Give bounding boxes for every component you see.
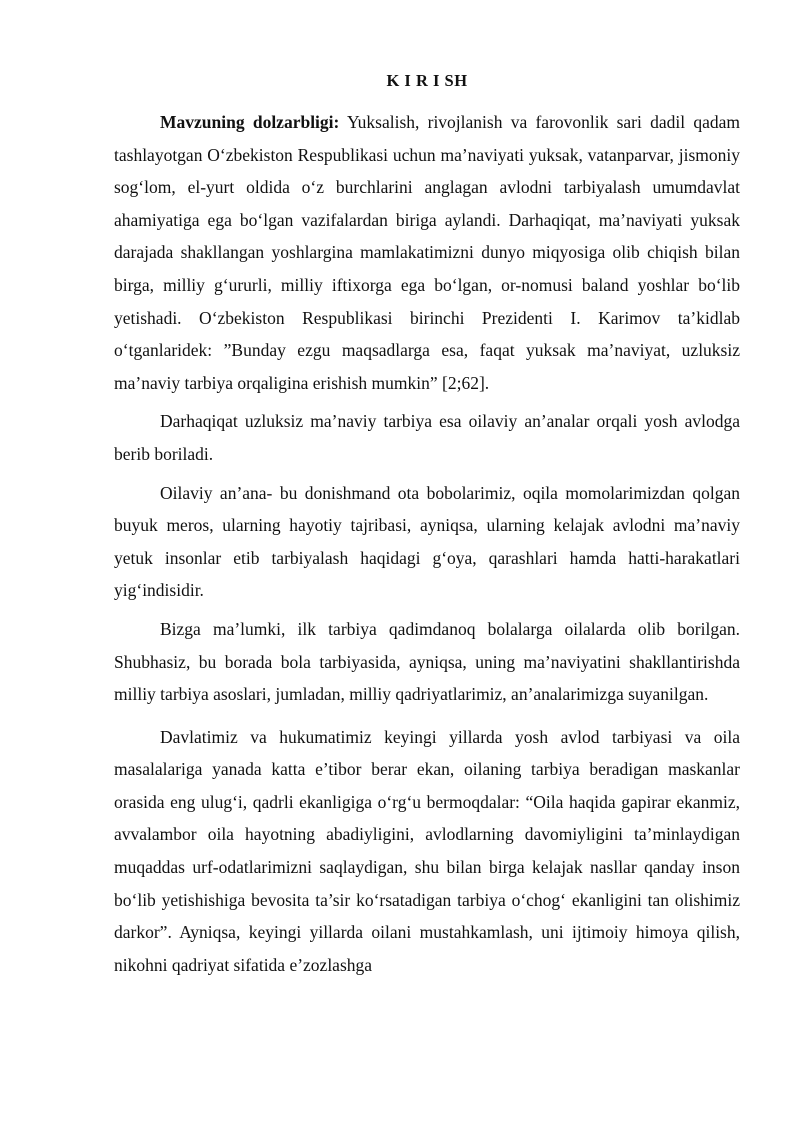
- paragraph-4: Bizga ma’lumki, ilk tarbiya qadimdanoq bolalarga oilalarda olib borilgan. Shubhasiz, bu borada bola tarbiyasida, ayniqsa, uning ma’naviyatini shakllantirishda milliy tarbiya asoslari, jumladan, milliy qadriyatlarimiz, an’analarimizga suyanilgan.: [114, 618, 740, 705]
- paragraph-relevance: [114, 106, 740, 399]
- paragraph-5: Davlatimiz va hukumatimiz keyingi yillarda yosh avlod tarbiyasi va oila masalalariga yanada katta e’tibor berar ekan, oilaning tarbiya beradigan maskanlar orasida eng ulug‘i, qadrli ekanligiga o‘rg‘u bermoqdalar: “Oila haqida gapirar ekanmiz, avvalambor oila hayotning abadiyligini, avlodlarning davomiyligini ta’minlaydigan muqaddas urf-odatlarimizni saqlaydigan, shu bilan birga kelajak nasllar qanday inson bo‘lib yetishishiga bevosita ta’sir ko‘rsatadigan tarbiya o‘chog‘ ekanligini tan olishimiz darkor”. Ayniqsa, keyingi yillarda oilani mustahkamlash, uni ijtimoiy himoya qilish, nikohni qadriyat sifatida e’zozlashga: [114, 726, 740, 975]
- paragraph-text: Yuksalish, rivojlanish va farovonlik sari dadil qadam tashlayotgan O‘zbekiston Respublikasi uchun ma’naviyati yuksak, vatanparvar, jismoniy sog‘lom, el-yurt oldida o‘z burchlarini anglagan avlodni tarbiyalash umumdavlat ahamiyatiga ega bo‘lgan vazifalardan biriga aylandi. Darhaqiqat, ma’naviyati yuksak darajada shakllangan yoshlargina mamlakatimizni dunyo miqyosiga olib chiqish bilan birga, milliy g‘ururli, milliy iftixorga ega bo‘lgan, or-nomusi baland yoshlar bo‘lib yetishadi. O‘zbekiston Respublikasi birinchi Prezidenti I. Karimov ta’kidlab o‘tganlaridek: ”Bunday ezgu maqsadlarga esa, faqat yuksak ma’naviyat, uzluksiz ma’naviy tarbiya orqaligina erishish mumkin” [2;62].: [114, 112, 740, 393]
- document-page: [114, 70, 740, 981]
- paragraph-3: Oilaviy an’ana- bu donishmand ota bobolarimiz, oqila momolarimizdan qolgan buyuk meros, ularning hayotiy tajribasi, ayniqsa, ularning kelajak avlodni ma’naviy yetuk insonlar etib tarbiyalash haqidagi g‘oya, qarashlari hamda hatti-harakatlari yig‘indisidir.: [114, 482, 740, 601]
- paragraph-2: Darhaqiqat uzluksiz ma’naviy tarbiya esa oilaviy an’analar orqali yosh avlodga berib boriladi.: [114, 411, 740, 464]
- page-title: K I R I SH: [386, 71, 468, 90]
- paragraph-lead: Mavzuning dolzarbligi:: [160, 112, 340, 132]
